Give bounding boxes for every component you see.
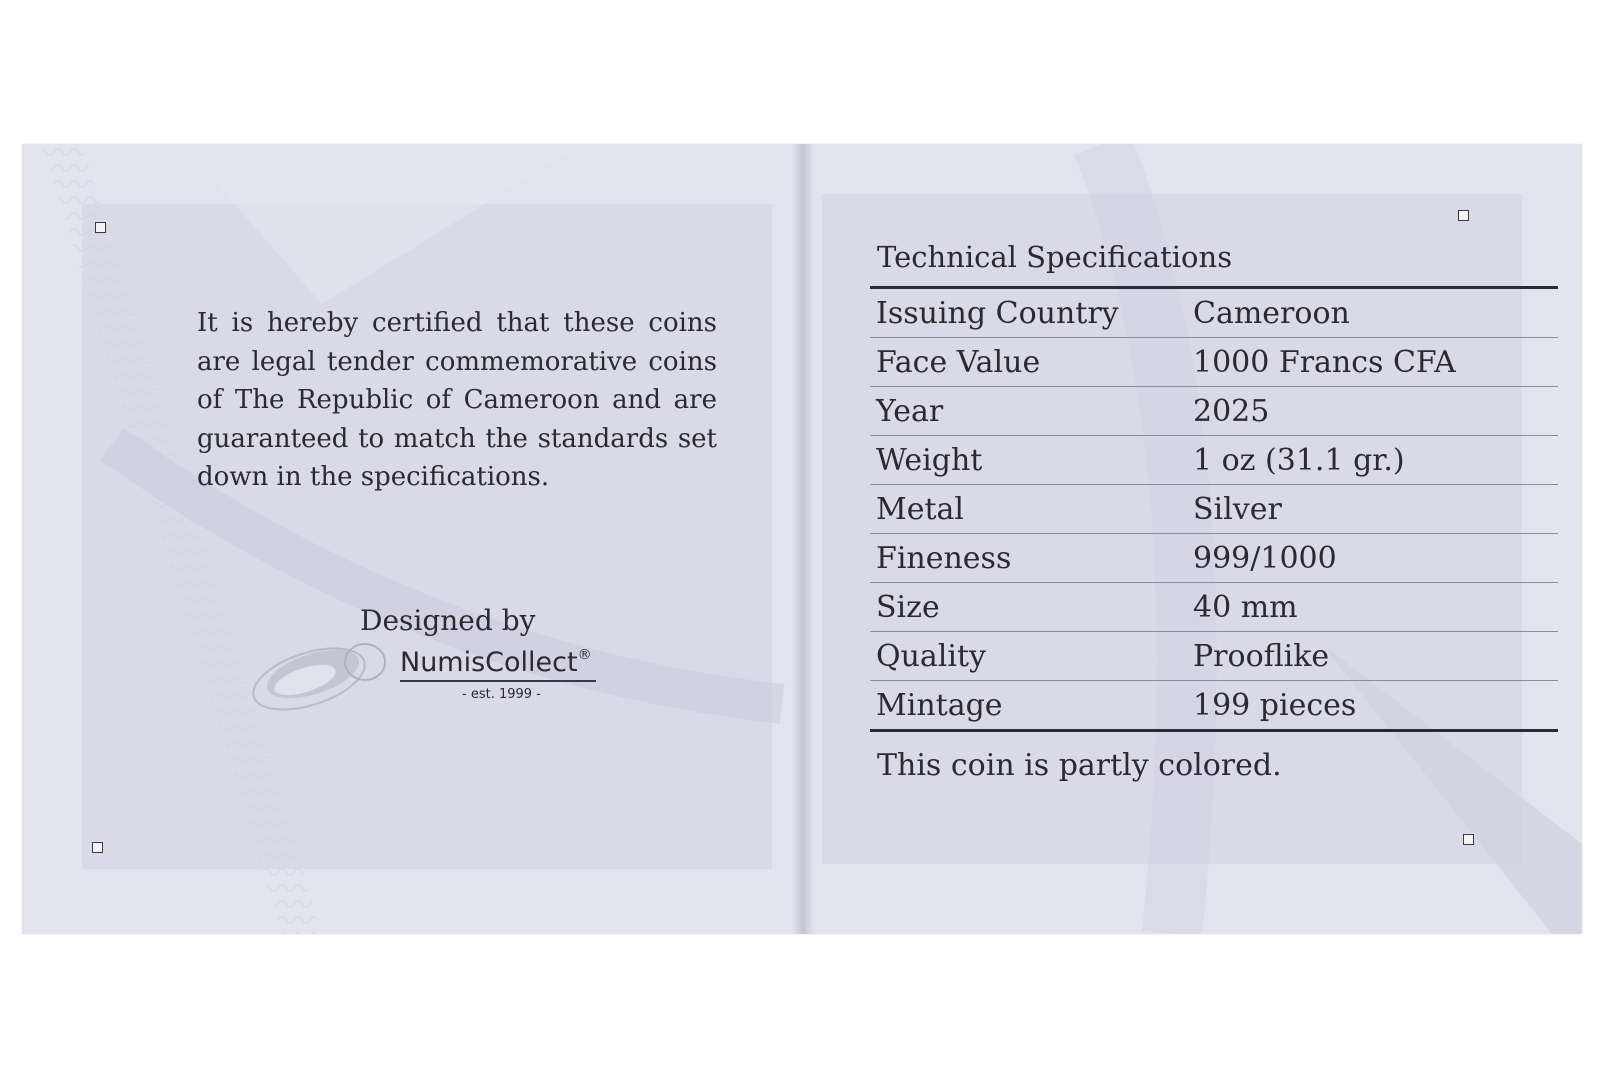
spec-row <box>870 436 1558 485</box>
spec-value: 199 pieces <box>1193 687 1357 723</box>
spec-value: 999/1000 <box>1187 534 1558 583</box>
spec-row <box>870 338 1558 387</box>
specifications-note: This coin is partly colored. <box>877 748 1282 783</box>
spec-row <box>870 288 1558 338</box>
spec-row <box>870 485 1558 534</box>
spec-label: Mintage <box>876 687 1003 723</box>
corner-mark-bottom-right <box>1463 834 1474 845</box>
spec-row <box>870 681 1558 731</box>
brand-logo-text <box>400 647 596 682</box>
center-fold <box>792 144 814 934</box>
spec-value: 1 oz (31.1 gr.) <box>1187 436 1558 485</box>
coin-logo-icon <box>247 624 397 719</box>
spec-row <box>870 387 1558 436</box>
spec-label: Weight <box>870 436 1187 485</box>
brand-name: NumisCollect <box>400 647 578 678</box>
spec-value: Cameroon <box>1187 288 1558 338</box>
spec-label: Face Value <box>870 338 1187 387</box>
corner-mark-bottom-left <box>92 842 103 853</box>
spec-row <box>870 583 1558 632</box>
spec-label: Size <box>870 583 1187 632</box>
spec-value: Prooflike <box>1187 632 1558 681</box>
spec-label: Metal <box>870 485 1187 534</box>
spec-label: Year <box>870 387 1187 436</box>
spec-row <box>870 632 1558 681</box>
corner-mark-top-left <box>95 222 106 233</box>
spec-label: Quality <box>870 632 1187 681</box>
certification-statement: It is hereby certified that these coins are legal tender commemorative coins of The Republic of Cameroon and are guaranteed to match the standards set down in the specifications. <box>197 308 717 492</box>
spec-label: Issuing Country <box>870 288 1187 338</box>
spec-value: 1000 Francs CFA <box>1187 338 1558 387</box>
corner-mark-top-right <box>1458 210 1469 221</box>
designed-by-label: Designed by <box>360 604 536 637</box>
spec-row <box>870 534 1558 583</box>
registered-mark: ® <box>577 647 592 663</box>
brand-established: - est. 1999 - <box>462 687 541 702</box>
spec-value: 40 mm <box>1187 583 1558 632</box>
specifications-title: Technical Specifications <box>877 240 1233 274</box>
spec-value: 2025 <box>1187 387 1558 436</box>
specifications-table <box>870 286 1558 732</box>
spec-value: Silver <box>1187 485 1558 534</box>
spec-label: Fineness <box>870 534 1187 583</box>
certificate-card <box>22 144 1582 934</box>
